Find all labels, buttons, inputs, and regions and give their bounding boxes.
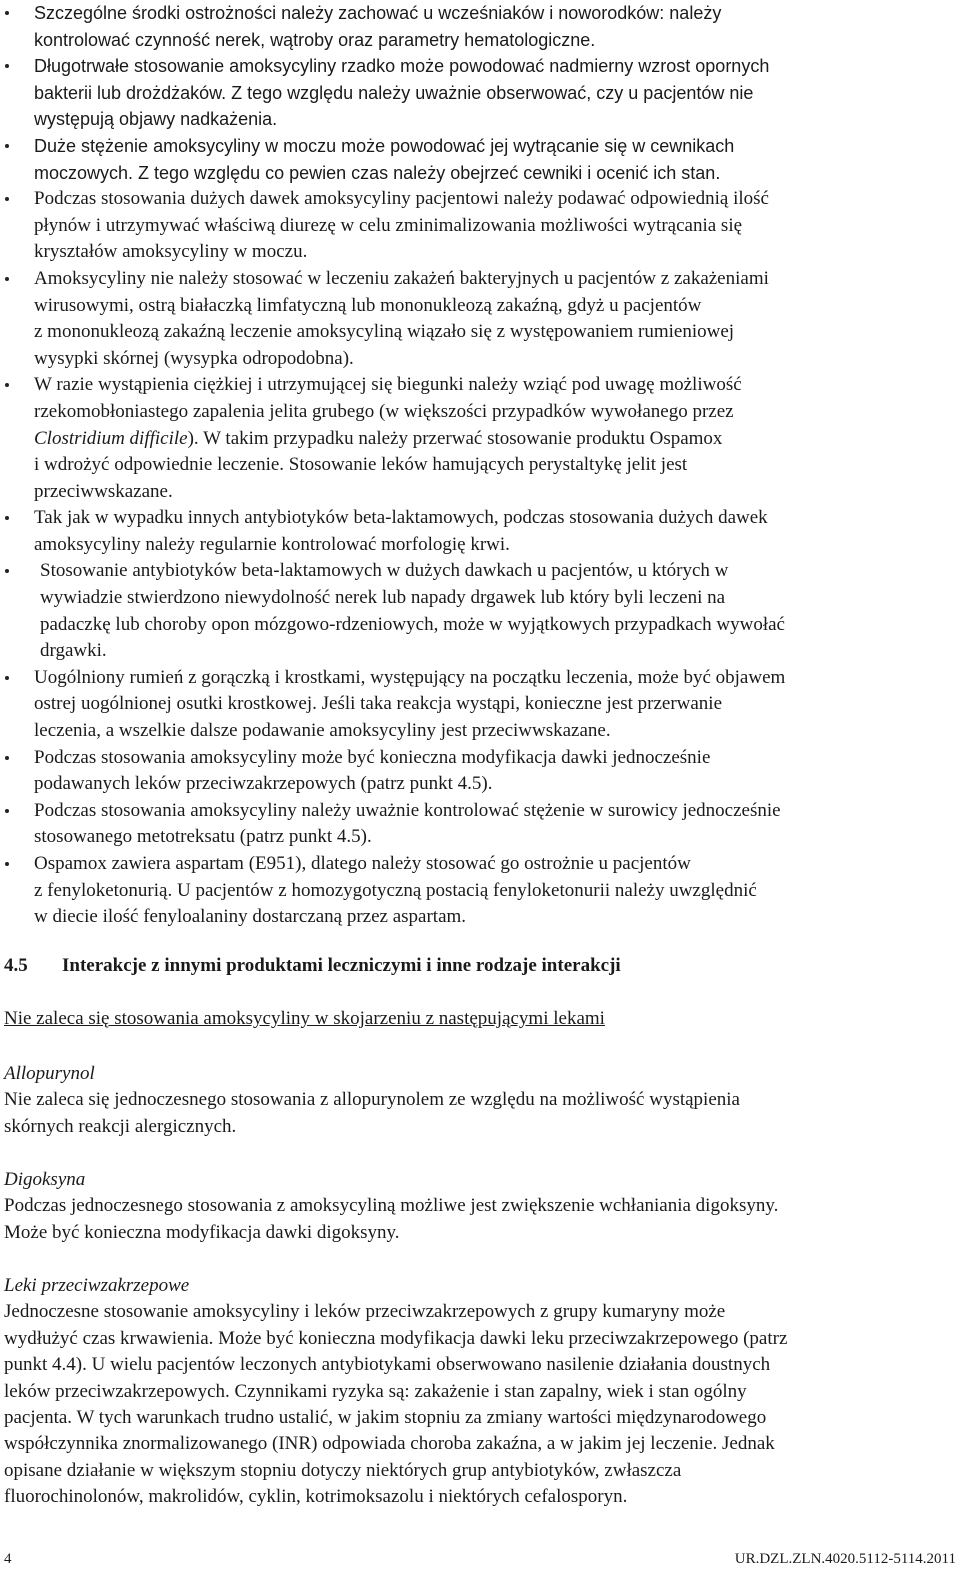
bullet-line: Stosowanie antybiotyków beta-laktamowych w dużych dawkach u pacjentów, u których w: [40, 560, 729, 582]
interaction-line: fluorochinolonów, makrolidów, cyklin, kotrimoksazolu i niektórych cefalosporyn.: [4, 1486, 628, 1508]
page-number: 4: [4, 1551, 12, 1567]
interaction-line: wydłużyć czas krwawienia. Może być konieczna modyfikacja dawki leku przeciwzakrzepowego (patrz: [4, 1327, 788, 1349]
section-number: 4.5: [4, 955, 28, 976]
bullet-line: przeciwwskazane.: [34, 480, 173, 502]
interaction-title: Digoksyna: [4, 1169, 86, 1190]
not-recommended-heading: Nie zaleca się stosowania amoksycyliny w skojarzeniu z następującymi lekami: [4, 1008, 605, 1029]
bullet-item: [0, 798, 960, 851]
bullet-item: [0, 266, 960, 372]
bullet-line: Ospamox zawiera aspartam (E951), dlatego należy stosować go ostrożnie u pacjentów: [34, 853, 691, 874]
bullet-line: i wdrożyć odpowiednie leczenie. Stosowanie leków hamujących perystaltykę jelit jest: [34, 454, 688, 476]
bullet-dot: [5, 516, 9, 520]
bullet-item: [0, 372, 960, 505]
bullet-line: drgawki.: [40, 640, 107, 662]
bullet-line: kontrolować czynność nerek, wątroby oraz parametry hematologiczne.: [34, 29, 596, 50]
bullet-line: wysypki skórnej (wysypka odropodobna).: [34, 347, 354, 369]
bullet-line: padaczkę lub choroby opon mózgowo-rdzeniowych, może w wyjątkowych przypadkach wywołać: [40, 613, 785, 635]
bullet-item: [0, 505, 960, 558]
bullet-line: moczowych. Z tego względu co pewien czas należy obejrzeć cewniki i ocenić ich stan.: [34, 162, 721, 183]
bullet-line: występują objawy nadkażenia.: [34, 109, 278, 130]
bullet-item: [0, 133, 960, 186]
bullet-line: Podczas stosowania amoksycyliny należy uważnie kontrolować stężenie w surowicy jednocześnie: [34, 799, 781, 821]
bullet-dot: [5, 11, 9, 15]
section-title: Interakcje z innymi produktami leczniczymi i inne rodzaje interakcji: [62, 955, 621, 976]
interaction-anticoagulants: [4, 1273, 956, 1511]
bullet-dot: [5, 144, 9, 148]
bullet-line: Podczas stosowania dużych dawek amoksycyliny pacjentowi należy podawać odpowiednią ilość: [34, 188, 769, 210]
bullet-item: [0, 745, 960, 798]
bullet-line: Clostridium difficile). W takim przypadku należy przerwać stosowanie produktu Ospamox: [34, 427, 723, 449]
section-heading: [4, 955, 621, 977]
bullet-line: kryształów amoksycyliny w moczu.: [34, 241, 308, 263]
bullet-line: z fenyloketonurią. U pacjentów z homozygotyczną postacią fenyloketonurii należy uwzględnić: [34, 879, 757, 901]
bullet-dot: [5, 569, 9, 573]
bullet-line: wirusowymi, ostrą białaczką limfatyczną lub mononukleozą zakaźną, gdyż u pacjentów: [34, 294, 702, 316]
bullet-dot: [5, 64, 9, 68]
bullet-line: Duże stężenie amoksycyliny w moczu może powodować jej wytrącanie się w cewnikach: [34, 135, 735, 156]
bullet-line: wywiadzie stwierdzono niewydolność nerek lub napady drgawek lub który byli leczeni na: [40, 587, 726, 609]
bullet-item: [0, 558, 960, 664]
interaction-line: współczynnika znormalizowanego (INR) odpowiada choroba zakaźna, a w jakim jej leczenie. Jednak: [4, 1433, 775, 1455]
interaction-line: punkt 4.4). U wielu pacjentów leczonych antybiotykami obserwowano nasilenie działania doustnych: [4, 1354, 771, 1376]
bullet-line: Amoksycyliny nie należy stosować w leczeniu zakażeń bakteryjnych u pacjentów z zakażeniami: [34, 267, 769, 289]
bullet-dot: [5, 756, 9, 760]
bullet-dot: [5, 277, 9, 281]
bullet-dot: [5, 809, 9, 813]
organism-name: Clostridium difficile: [34, 427, 188, 449]
bullet-line: W razie wystąpienia ciężkiej i utrzymującej się biegunki należy wziąć pod uwagę możliwość: [34, 374, 742, 396]
bullet-item: [0, 186, 960, 266]
bullet-item: [0, 0, 960, 53]
bullet-dot: [5, 197, 9, 201]
bullet-line: bakterii lub drożdżaków. Z tego względu należy uważnie obserwować, czy u pacjentów nie: [34, 82, 754, 103]
interaction-line: Może być konieczna modyfikacja dawki digoksyny.: [4, 1221, 400, 1243]
bullet-dot: [5, 676, 9, 680]
interaction-line: pacjenta. W tych warunkach trudno ustalić, w jakim stopniu za zmiany wartości międzynarodowego: [4, 1407, 767, 1429]
bullet-line: stosowanego metotreksatu (patrz punkt 4.5).: [34, 826, 372, 848]
bullet-line: Uogólniony rumień z gorączką i krostkami, występujący na początku leczenia, może być objawem: [34, 666, 786, 688]
bullet-line: płynów i utrzymywać właściwą diurezę w celu zminimalizowania możliwości wytrącania się: [34, 214, 743, 236]
bullet-item: [0, 851, 960, 931]
interaction-line: leków przeciwzakrzepowych. Czynnikami ryzyka są: zakażenie i stan zapalny, wiek i stan ogólny: [4, 1380, 747, 1402]
interaction-allopurinol: [4, 1061, 956, 1140]
interaction-digoxin: [4, 1167, 956, 1246]
document-code: UR.DZL.ZLN.4020.5112-5114.2011: [734, 1551, 956, 1567]
interaction-title: Allopurynol: [4, 1063, 95, 1084]
interaction-title: Leki przeciwzakrzepowe: [4, 1275, 190, 1296]
interaction-line: Nie zaleca się jednoczesnego stosowania z allopurynolem ze względu na możliwość wystąpienia: [4, 1089, 740, 1111]
bullet-line: amoksycyliny należy regularnie kontrolować morfologię krwi.: [34, 533, 510, 555]
interaction-line: Jednoczesne stosowanie amoksycyliny i leków przeciwzakrzepowych z grupy kumaryny może: [4, 1301, 726, 1323]
bullet-line: rzekomobłoniastego zapalenia jelita grubego (w większości przypadków wywołanego przez: [34, 400, 734, 422]
bullet-line: leczenia, a wszelkie dalsze podawanie amoksycyliny jest przeciwwskazane.: [34, 720, 611, 742]
bullet-line: Szczególne środki ostrożności należy zachować u wcześniaków i noworodków: należy: [34, 3, 722, 23]
bullet-item: [0, 665, 960, 745]
interaction-line: opisane działanie w większym stopniu dotyczy niektórych grup antybiotyków, zwłaszcza: [4, 1459, 682, 1481]
bullet-item: [0, 53, 960, 133]
bullet-line: w diecie ilość fenyloalaniny dostarczaną przez aspartam.: [34, 906, 467, 928]
bullet-line: z mononukleozą zakaźną leczenie amoksycyliną wiązało się z występowaniem rumieniowej: [34, 321, 735, 343]
bullet-dot: [5, 383, 9, 387]
interaction-line: skórnych reakcji alergicznych.: [4, 1115, 237, 1137]
bullet-line: podawanych leków przeciwzakrzepowych (patrz punkt 4.5).: [34, 773, 493, 795]
bullet-line: Długotrwałe stosowanie amoksycyliny rzadko może powodować nadmierny wzrost opornych: [34, 56, 770, 77]
interaction-line: Podczas jednoczesnego stosowania z amoksycyliną możliwe jest zwiększenie wchłaniania digoksyny.: [4, 1195, 779, 1217]
bullet-dot: [5, 862, 9, 866]
bullet-line: Podczas stosowania amoksycyliny może być konieczna modyfikacja dawki jednocześnie: [34, 746, 711, 768]
bullet-line: Tak jak w wypadku innych antybiotyków beta-laktamowych, podczas stosowania dużych dawek: [34, 507, 768, 529]
bullet-line: ostrej uogólnionej osutki krostkowej. Jeśli taka reakcja wystąpi, konieczne jest przerwanie: [34, 693, 723, 715]
